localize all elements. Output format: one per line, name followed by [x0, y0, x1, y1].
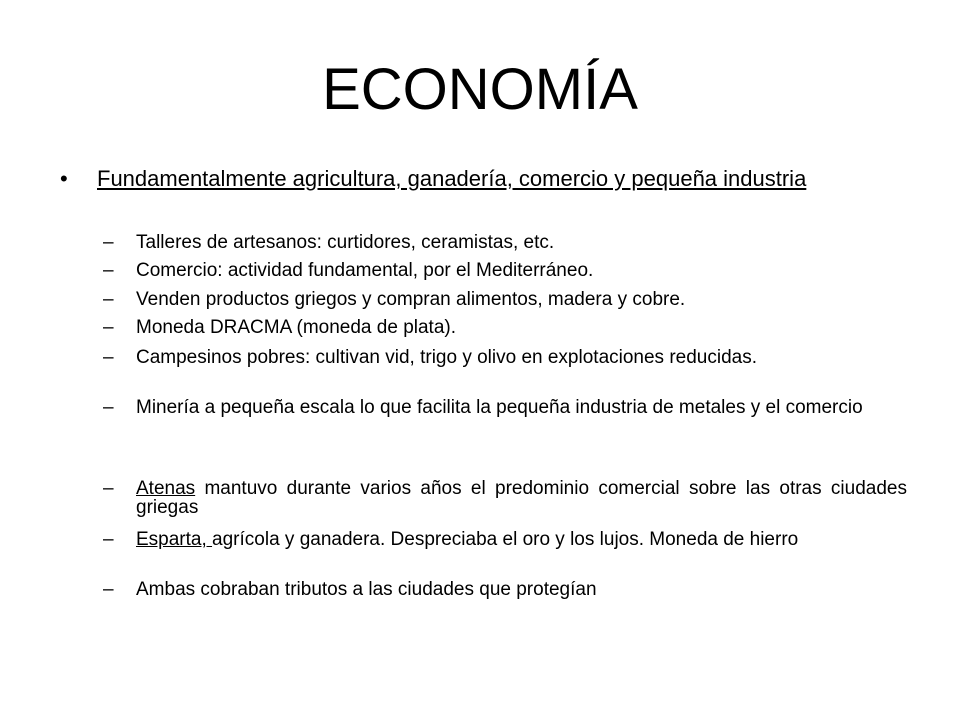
slide-title: ECONOMÍA	[322, 57, 638, 122]
dash-icon: –	[103, 232, 114, 253]
dash-icon: –	[103, 289, 114, 310]
dash-icon: –	[103, 397, 114, 418]
sub-point-text: Ambas cobraban tributos a las ciudades que protegían	[136, 579, 597, 600]
dash-icon: –	[103, 260, 114, 281]
atenas-label: Atenas	[136, 478, 196, 499]
dash-icon: –	[103, 478, 114, 499]
sub-point-text: Comercio: actividad fundamental, por el Mediterráneo.	[136, 260, 594, 281]
sub-point-text: Moneda DRACMA (moneda de plata).	[136, 317, 456, 338]
dash-icon: –	[103, 317, 114, 338]
sub-point-text	[136, 530, 907, 549]
atenas-text: mantuvo durante varios años el predominio comercial sobre las otras ciudades griegas	[136, 478, 907, 518]
sub-point-text	[136, 479, 907, 517]
sub-point-text: Minería a pequeña escala lo que facilita la pequeña industria de metales y el comercio	[136, 397, 863, 418]
sub-point-text: Talleres de artesanos: curtidores, ceramistas, etc.	[136, 232, 555, 253]
esparta-text: agrícola y ganadera. Despreciaba el oro y los lujos. Moneda de hierro	[212, 529, 799, 550]
bullet-icon: •	[60, 166, 68, 191]
dash-icon: –	[103, 347, 114, 368]
esparta-label: Esparta,	[136, 529, 213, 550]
sub-point-text: Campesinos pobres: cultivan vid, trigo y olivo en explotaciones reducidas.	[136, 347, 757, 368]
sub-point-text: Venden productos griegos y compran alimentos, madera y cobre.	[136, 289, 686, 310]
main-point-text: Fundamentalmente agricultura, ganadería, comercio y pequeña industria	[97, 166, 807, 191]
dash-icon: –	[103, 529, 114, 550]
dash-icon: –	[103, 579, 114, 600]
